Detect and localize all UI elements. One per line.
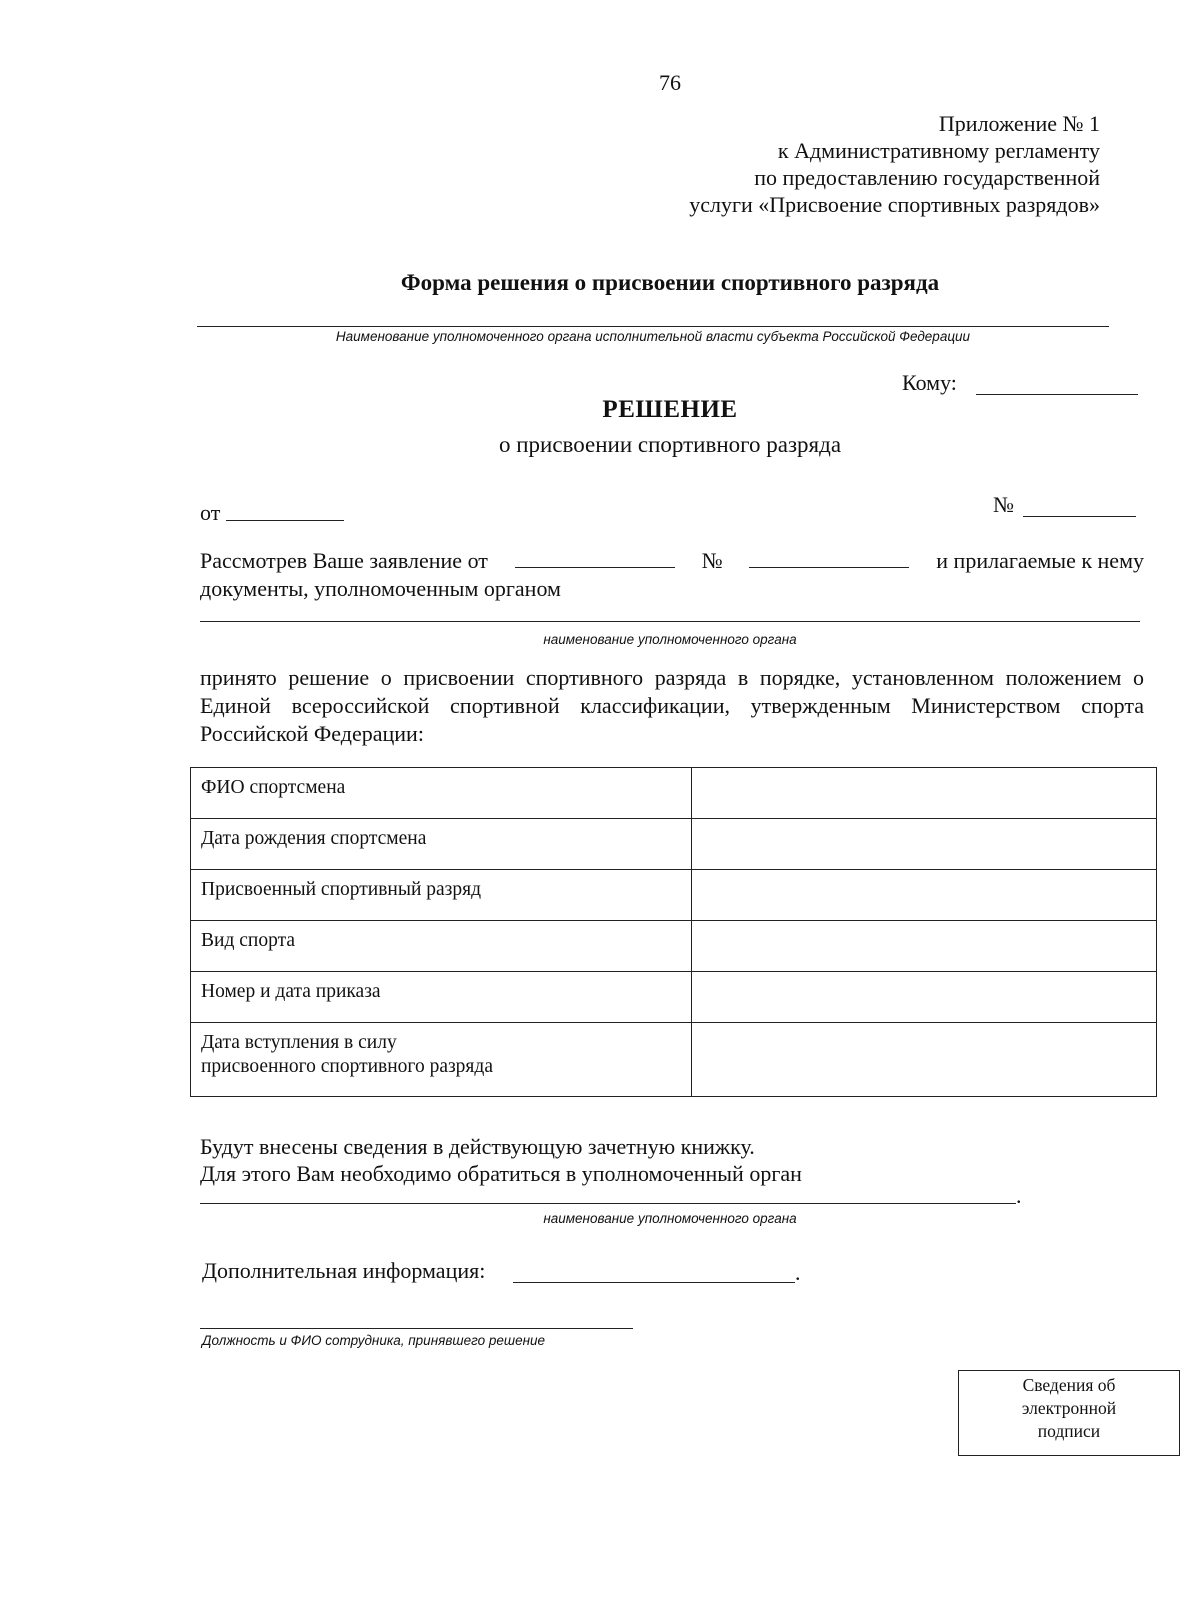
table-label: Дата рождения спортсмена: [201, 828, 427, 849]
authority-name-line[interactable]: [197, 326, 1109, 327]
organ-name-line[interactable]: [200, 621, 1140, 622]
athlete-data-table: [190, 767, 1157, 1097]
record-book-line: Будут внесены сведения в действующую зачетную книжку.: [200, 1134, 755, 1159]
table-value-cell[interactable]: [692, 768, 1157, 819]
table-value-cell[interactable]: [692, 819, 1157, 870]
table-row: [191, 921, 1157, 972]
record-book-paragraph: [200, 1133, 802, 1187]
application-text-line2: документы, уполномоченным органом: [200, 576, 561, 601]
appendix-line: по предоставлению государственной: [754, 165, 1100, 190]
table-row: [191, 768, 1157, 819]
esign-line: Сведения об: [1022, 1375, 1116, 1395]
application-text: Рассмотрев Ваше заявление от: [200, 548, 488, 573]
table-row: [191, 1023, 1157, 1097]
appendix-header: [689, 110, 1100, 218]
recipient-label: Кому:: [902, 370, 957, 395]
additional-info-field-line[interactable]: [513, 1282, 795, 1283]
table-label-cell: [191, 870, 692, 921]
application-line: [200, 548, 1144, 574]
table-label: ФИО спортсмена: [201, 777, 346, 798]
table-value-cell[interactable]: [692, 1023, 1157, 1097]
organ-name-caption: наименование уполномоченного органа: [543, 632, 797, 647]
appendix-line: услуги «Присвоение спортивных разрядов»: [689, 192, 1100, 217]
period-mark: .: [1016, 1183, 1022, 1208]
organ-name-line[interactable]: [200, 1203, 1016, 1204]
page-number: 76: [659, 70, 681, 95]
period-mark: .: [795, 1260, 801, 1285]
table-value-cell[interactable]: [692, 870, 1157, 921]
decision-number-label: №: [993, 492, 1014, 517]
table-label: Номер и дата приказа: [201, 981, 381, 1002]
application-number-label: №: [701, 548, 723, 573]
table-value-cell[interactable]: [692, 972, 1157, 1023]
organ-name-caption: наименование уполномоченного органа: [543, 1211, 797, 1226]
appendix-line: Приложение № 1: [938, 111, 1100, 136]
table-label-continued: присвоенного спортивного разряда: [201, 1056, 493, 1077]
authority-name-caption: Наименование уполномоченного органа исполнительной власти субъекта Российской Федерации: [335, 329, 971, 344]
table-label: Дата вступления в силу: [201, 1032, 397, 1053]
decision-date-field-line[interactable]: [226, 520, 344, 521]
table-label-cell: [191, 768, 692, 819]
signer-field-line[interactable]: [200, 1328, 633, 1329]
decision-paragraph: принято решение о присвоении спортивного разряда в порядке, установленном положением о Единой всероссийской спортивной классификации, утвержденным Министерством спорта Российской Федерации:: [200, 665, 1144, 746]
decision-title: РЕШЕНИЕ: [602, 396, 738, 423]
table-label: Вид спорта: [201, 930, 295, 951]
application-date-field-line[interactable]: [515, 549, 675, 568]
record-book-line: Для этого Вам необходимо обратиться в уполномоченный орган: [200, 1161, 802, 1186]
signer-caption: Должность и ФИО сотрудника, принявшего решение: [202, 1333, 546, 1348]
application-text-end: и прилагаемые к нему: [936, 548, 1144, 573]
table-label-cell: [191, 819, 692, 870]
additional-info-label: Дополнительная информация:: [202, 1258, 486, 1283]
decision-number-field-line[interactable]: [1023, 516, 1136, 517]
table-row: [191, 972, 1157, 1023]
decision-subtitle: о присвоении спортивного разряда: [498, 432, 842, 457]
application-number-field-line[interactable]: [749, 549, 909, 568]
table-row: [191, 819, 1157, 870]
table-label: Присвоенный спортивный разряд: [201, 879, 482, 900]
form-title: Форма решения о присвоении спортивного разряда: [400, 270, 940, 295]
electronic-signature-box: [958, 1370, 1180, 1456]
table-label-cell: [191, 1023, 692, 1097]
decision-date-label: от: [200, 500, 221, 525]
table-value-cell[interactable]: [692, 921, 1157, 972]
table-row: [191, 870, 1157, 921]
esign-line: электронной: [1021, 1398, 1117, 1418]
recipient-field-line[interactable]: [976, 394, 1138, 395]
table-label-cell: [191, 972, 692, 1023]
table-label-cell: [191, 921, 692, 972]
esign-line: подписи: [1037, 1421, 1101, 1441]
appendix-line: к Административному регламенту: [777, 138, 1100, 163]
